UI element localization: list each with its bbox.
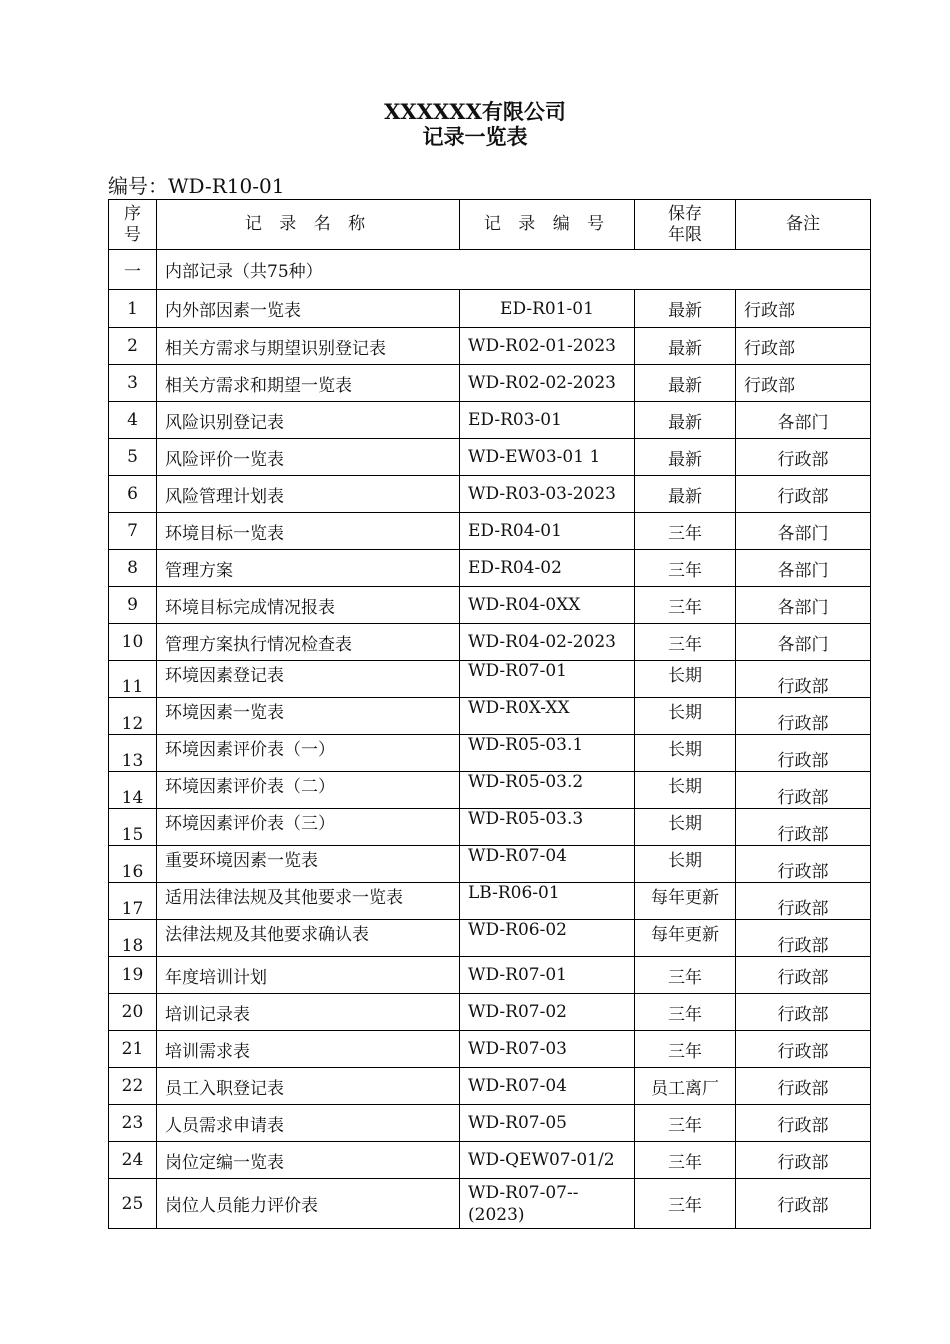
row-number: 16 [109, 846, 157, 883]
record-name: 法律法规及其他要求确认表 [157, 920, 460, 957]
retention-period: 员工离厂 [635, 1068, 736, 1105]
record-name: 重要环境因素一览表 [157, 846, 460, 883]
retention-period: 三年 [635, 994, 736, 1031]
document-title [0, 99, 950, 149]
record-code: ED-R04-02 [460, 550, 635, 587]
record-code: WD-R02-02-2023 [460, 365, 635, 402]
row-number: 17 [109, 883, 157, 920]
record-code: WD-R04-0XX [460, 587, 635, 624]
record-code: WD-R07-07--(2023) [460, 1179, 635, 1229]
retention-period: 三年 [635, 1031, 736, 1068]
row-number: 24 [109, 1142, 157, 1179]
record-code: WD-R07-04 [460, 846, 635, 883]
record-note: 行政部 [736, 846, 871, 883]
table-row [109, 328, 871, 365]
table-row [109, 994, 871, 1031]
record-name: 人员需求申请表 [157, 1105, 460, 1142]
row-number: 4 [109, 402, 157, 439]
retention-period: 每年更新 [635, 883, 736, 920]
record-note: 行政部 [736, 290, 871, 328]
record-note: 行政部 [736, 1105, 871, 1142]
retention-period: 三年 [635, 1105, 736, 1142]
table-row [109, 1068, 871, 1105]
table-row [109, 772, 871, 809]
retention-period: 最新 [635, 476, 736, 513]
table-row [109, 513, 871, 550]
table-row [109, 439, 871, 476]
record-note: 行政部 [736, 957, 871, 994]
record-name: 环境因素一览表 [157, 698, 460, 735]
table-row [109, 476, 871, 513]
record-note: 各部门 [736, 624, 871, 661]
row-number: 22 [109, 1068, 157, 1105]
row-number: 5 [109, 439, 157, 476]
row-number: 9 [109, 587, 157, 624]
retention-period: 长期 [635, 661, 736, 698]
record-name: 相关方需求与期望识别登记表 [157, 328, 460, 365]
record-note: 行政部 [736, 1068, 871, 1105]
col-note-header: 备注 [736, 200, 871, 250]
table-row [109, 1142, 871, 1179]
record-name: 风险评价一览表 [157, 439, 460, 476]
record-name: 环境因素评价表（三） [157, 809, 460, 846]
retention-period: 最新 [635, 290, 736, 328]
record-name: 管理方案执行情况检查表 [157, 624, 460, 661]
retention-period: 长期 [635, 809, 736, 846]
record-name: 环境目标一览表 [157, 513, 460, 550]
retention-period: 三年 [635, 624, 736, 661]
retention-period: 最新 [635, 328, 736, 365]
row-number: 2 [109, 328, 157, 365]
record-note: 各部门 [736, 587, 871, 624]
retention-period: 每年更新 [635, 920, 736, 957]
row-number: 20 [109, 994, 157, 1031]
section-label: 内部记录（共75种） [157, 250, 871, 290]
retention-period: 长期 [635, 698, 736, 735]
table-row [109, 883, 871, 920]
record-note: 各部门 [736, 513, 871, 550]
document-code: 编号：WD-R10-01 [108, 174, 285, 198]
retention-period: 三年 [635, 957, 736, 994]
table-row [109, 920, 871, 957]
retention-period: 长期 [635, 772, 736, 809]
row-number: 25 [109, 1179, 157, 1229]
record-code: WD-R07-04 [460, 1068, 635, 1105]
record-note: 行政部 [736, 439, 871, 476]
table-row [109, 624, 871, 661]
record-note: 行政部 [736, 883, 871, 920]
record-note: 行政部 [736, 1179, 871, 1229]
table-row [109, 290, 871, 328]
retention-period: 三年 [635, 513, 736, 550]
table-row [109, 846, 871, 883]
record-code: WD-R0X-XX [460, 698, 635, 735]
record-code: WD-R07-01 [460, 957, 635, 994]
record-code: LB-R06-01 [460, 883, 635, 920]
record-code: ED-R01-01 [460, 290, 635, 328]
record-code: WD-R05-03.1 [460, 735, 635, 772]
record-code: ED-R04-01 [460, 513, 635, 550]
record-code: WD-EW03-01 1 [460, 439, 635, 476]
record-name: 环境因素登记表 [157, 661, 460, 698]
table-row [109, 661, 871, 698]
record-name: 环境因素评价表（一） [157, 735, 460, 772]
record-name: 管理方案 [157, 550, 460, 587]
record-name: 培训记录表 [157, 994, 460, 1031]
retention-period: 最新 [635, 439, 736, 476]
retention-period: 长期 [635, 846, 736, 883]
record-note: 行政部 [736, 476, 871, 513]
row-number: 7 [109, 513, 157, 550]
record-note: 各部门 [736, 402, 871, 439]
table-row [109, 402, 871, 439]
record-name: 风险识别登记表 [157, 402, 460, 439]
record-name: 风险管理计划表 [157, 476, 460, 513]
retention-period: 三年 [635, 1179, 736, 1229]
record-note: 行政部 [736, 809, 871, 846]
record-code: WD-QEW07-01/2 [460, 1142, 635, 1179]
record-note: 行政部 [736, 994, 871, 1031]
table-title: 记录一览表 [422, 124, 528, 149]
record-code: WD-R07-01 [460, 661, 635, 698]
record-code: WD-R05-03.3 [460, 809, 635, 846]
record-name: 员工入职登记表 [157, 1068, 460, 1105]
table-row [109, 809, 871, 846]
row-number: 18 [109, 920, 157, 957]
row-number: 10 [109, 624, 157, 661]
record-name: 相关方需求和期望一览表 [157, 365, 460, 402]
record-name: 内外部因素一览表 [157, 290, 460, 328]
row-number: 14 [109, 772, 157, 809]
record-name: 环境因素评价表（二） [157, 772, 460, 809]
retention-period: 三年 [635, 587, 736, 624]
table-row [109, 550, 871, 587]
row-number: 11 [109, 661, 157, 698]
record-note: 各部门 [736, 550, 871, 587]
record-code: WD-R04-02-2023 [460, 624, 635, 661]
table-row [109, 1031, 871, 1068]
record-note: 行政部 [736, 365, 871, 402]
record-note: 行政部 [736, 661, 871, 698]
table-row [109, 1179, 871, 1229]
record-note: 行政部 [736, 1031, 871, 1068]
record-code: WD-R07-02 [460, 994, 635, 1031]
record-name: 年度培训计划 [157, 957, 460, 994]
table-row [109, 735, 871, 772]
section-number: 一 [109, 250, 157, 290]
record-name: 适用法律法规及其他要求一览表 [157, 883, 460, 920]
retention-period: 最新 [635, 402, 736, 439]
retention-period: 最新 [635, 365, 736, 402]
row-number: 12 [109, 698, 157, 735]
row-number: 8 [109, 550, 157, 587]
table-row [109, 1105, 871, 1142]
header-row [109, 200, 871, 250]
retention-period: 三年 [635, 1142, 736, 1179]
row-number: 15 [109, 809, 157, 846]
retention-period: 长期 [635, 735, 736, 772]
row-number: 1 [109, 290, 157, 328]
records-table [108, 199, 871, 1229]
row-number: 23 [109, 1105, 157, 1142]
record-code: WD-R05-03.2 [460, 772, 635, 809]
col-retention-header: 保存年限 [635, 200, 736, 250]
row-number: 3 [109, 365, 157, 402]
record-note: 行政部 [736, 328, 871, 365]
col-code-header: 记 录 编 号 [460, 200, 635, 250]
row-number: 21 [109, 1031, 157, 1068]
record-code: WD-R03-03-2023 [460, 476, 635, 513]
record-note: 行政部 [736, 735, 871, 772]
table-row [109, 587, 871, 624]
col-seq-header: 序号 [109, 200, 157, 250]
row-number: 13 [109, 735, 157, 772]
row-number: 19 [109, 957, 157, 994]
record-note: 行政部 [736, 772, 871, 809]
record-code: WD-R07-05 [460, 1105, 635, 1142]
section-row [109, 250, 871, 290]
record-code: WD-R02-01-2023 [460, 328, 635, 365]
record-code: ED-R03-01 [460, 402, 635, 439]
table-row [109, 698, 871, 735]
record-note: 行政部 [736, 1142, 871, 1179]
record-name: 岗位人员能力评价表 [157, 1179, 460, 1229]
record-note: 行政部 [736, 920, 871, 957]
record-name: 环境目标完成情况报表 [157, 587, 460, 624]
record-code: WD-R07-03 [460, 1031, 635, 1068]
company-name: XXXXXX有限公司 [384, 99, 566, 124]
record-name: 培训需求表 [157, 1031, 460, 1068]
record-code: WD-R06-02 [460, 920, 635, 957]
record-note: 行政部 [736, 698, 871, 735]
table-row [109, 365, 871, 402]
record-name: 岗位定编一览表 [157, 1142, 460, 1179]
col-name-header: 记 录 名 称 [157, 200, 460, 250]
table-row [109, 957, 871, 994]
retention-period: 三年 [635, 550, 736, 587]
row-number: 6 [109, 476, 157, 513]
